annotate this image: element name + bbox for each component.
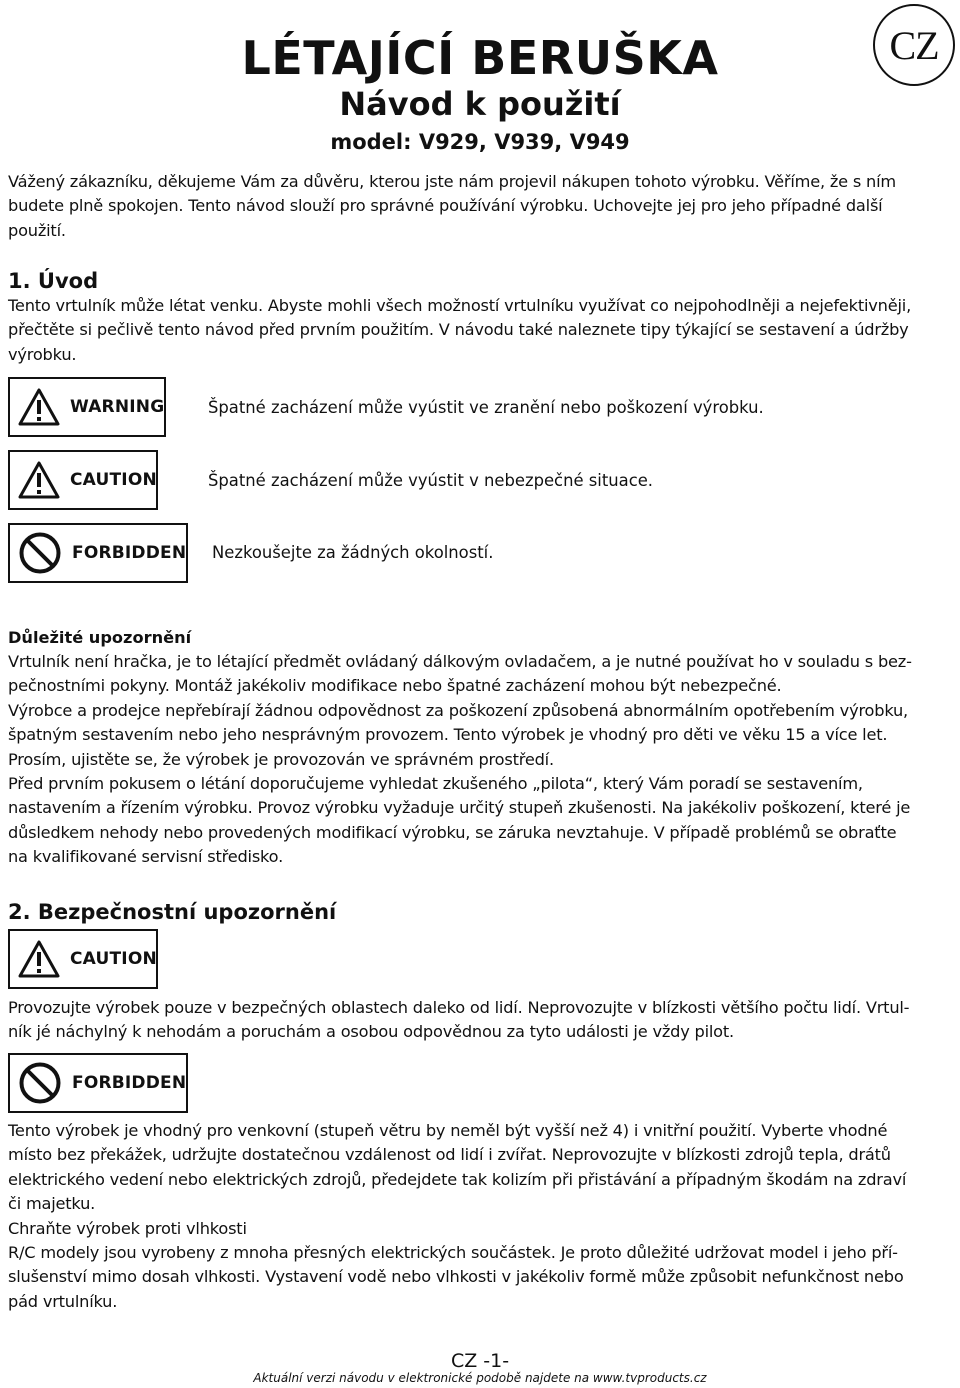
prohibition-icon [18, 531, 62, 575]
section-2-caution-text: Provozujte výrobek pouze v bezpečných oblastech daleko od lidí. Neprovozujte v blízkosti většího počtu lidí. Vrtul- ník jé náchylný k nehodám a poruchám a osobou odpovědnou za tyto události je vždy pilot. [8, 998, 910, 1042]
language-code: CZ [889, 22, 939, 68]
section-1-heading: 1. Úvod [8, 269, 99, 293]
section-2-forbidden-sign [8, 1053, 188, 1113]
model-line: model: V929, V939, V949 [330, 130, 630, 154]
section-2-forbidden-label: FORBIDDEN [72, 1073, 187, 1093]
warning-triangle-icon [18, 387, 60, 427]
caution-sign [8, 450, 158, 510]
warning-sign [8, 377, 166, 437]
forbidden-label: FORBIDDEN [72, 543, 187, 563]
section-1-text: Tento vrtulník může létat venku. Abyste mohli všech možností vrtulníku využívat co nejpohodlněji a nejefektivněji, přečtěte si pečlivě tento návod před prvním použitím. V návodu také naleznete tipy týkající se sestavení a údržby výrobku. [8, 296, 912, 364]
warning-description: Špatné zacházení může vyústit ve zranění nebo poškození výrobku. [208, 398, 764, 417]
forbidden-description: Nezkoušejte za žádných okolností. [212, 543, 494, 562]
intro-paragraph: Vážený zákazníku, děkujeme Vám za důvěru, kterou jste nám projevil nákupen tohoto výrobku. Věříme, že s ním budete plně spokojen. Tento návod slouží pro správné používání výrobku. Uchovejte jej pro jeho případné další použití. [8, 172, 896, 240]
section-2-caution-sign [8, 929, 158, 989]
caution-description: Špatné zacházení může vyústit v nebezpečné situace. [208, 471, 654, 490]
warning-label: WARNING [70, 397, 165, 417]
footer-note: Aktuální verzi návodu v elektronické podobě najdete na www.tvproducts.cz [253, 1371, 707, 1385]
caution-label: CAUTION [70, 470, 157, 490]
important-text: Vrtulník není hračka, je to létající předmět ovládaný dálkovým ovladačem, a je nutné používat ho v souladu s bez- pečnostními pokyny. Montáž jakékoliv modifikace nebo špatné zacházení mohou být nebezpečné. Výrobce a prodejce nepřebírají žádnou odpovědnost za poškození způsobená abnormálním opotřebením výrobku, špatným sestavením nebo jeho nesprávným provozem. Tento výrobek je vhodný pro děti ve věku 15 a více let. Prosím, ujistěte se, že výrobek je provozován ve správném prostředí. Před prvním pokusem o létání doporučujeme vyhledat zkušeného „pilota“, který Vám poradí se sestavením, nastavením a řízením výrobku. Provoz výrobku vyžaduje určitý stupeň zkušenosti. Na jakékoliv poškození, které je důsledkem nehody nebo provedených modifikací výrobku, se záruka nevztahuje. V případě problémů se obraťte na kvalifikované servisní středisko. [8, 652, 912, 867]
document-subtitle: Návod k použití [339, 85, 621, 123]
caution-triangle-icon [18, 939, 60, 979]
document-title: LÉTAJÍCÍ BERUŠKA [241, 31, 719, 85]
caution-triangle-icon [18, 460, 60, 500]
forbidden-sign [8, 523, 188, 583]
section-2-forbidden-text: Tento výrobek je vhodný pro venkovní (stupeň větru by neměl být vyšší než 4) i vnitřní použití. Vyberte vhodné místo bez překážek, udržujte dostatečnou vzdálenost od lidí i zvířat. Neprovozujte v blízkosti zdrojů tepla, drátů elektrického vedení nebo elektrických zdrojů, předejdete tak kolizím při přistávání a případným škodám na zdraví či majetku. Chraňte výrobek proti vlhkosti R/C modely jsou vyrobeny z mnoha přesných elektrických součástek. Je proto důležité udržovat model i jeho pří- slušenství mimo dosah vlhkosti. Vystavení vodě nebo vlhkosti v jakékoliv formě může způsobit nefunkčnost nebo pád vrtulníku. [8, 1121, 907, 1311]
important-heading: Důležité upozornění [8, 628, 192, 647]
section-2-heading: 2. Bezpečnostní upozornění [8, 900, 337, 924]
prohibition-icon [18, 1061, 62, 1105]
page-number: CZ -1- [450, 1350, 510, 1372]
section-2-caution-label: CAUTION [70, 949, 157, 969]
